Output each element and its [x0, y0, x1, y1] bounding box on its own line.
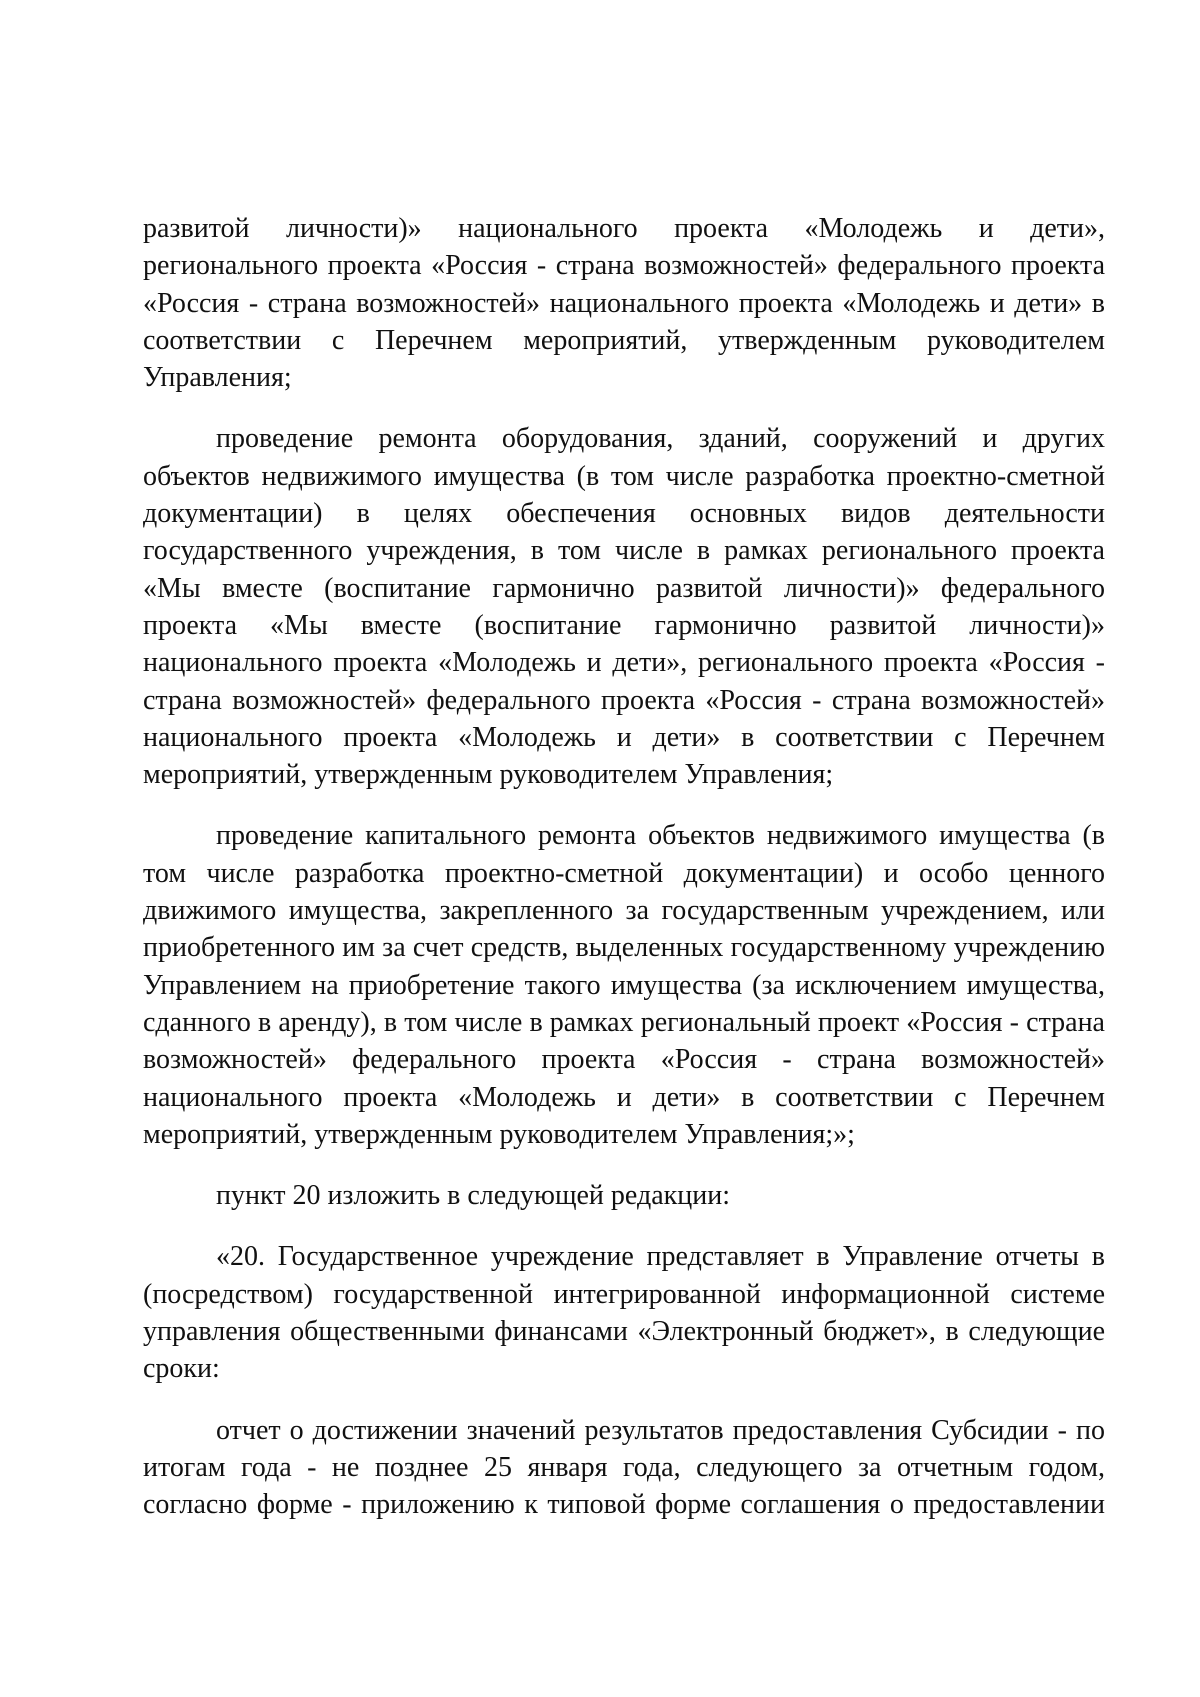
paragraph-capital-repair: проведение капитального ремонта объектов недвижимого имущества (в том числе разработка проектно-сметной документации) и особо ценного движимого имущества, закрепленного за государственным учреждением, или приобретенного им за счет средств, выделенных государственному учреждению Управлением на приобретение такого имущества (за исключением имущества, сданного в аренду), в том числе в рамках региональный проект «Россия - страна возможностей» федерального проекта «Россия - страна возможностей» национального проекта «Молодежь и дети» в соответствии с Перечнем мероприятий, утвержденным руководителем Управления;»;: [143, 820, 1105, 1150]
paragraph-report-deadline: отчет о достижении значений результатов предоставления Субсидии - по итогам года - не позднее 25 января года, следующего за отчетным годом, согласно форме - приложению к типовой форме соглашения о предоставлении: [143, 1414, 1105, 1521]
paragraph-point-20-text: «20. Государственное учреждение представляет в Управление отчеты в (посредством) государственной интегрированной информационной системе управления общественными финансами «Электронный бюджет», в следующие сроки:: [143, 1241, 1105, 1385]
paragraph-continuation: развитой личности)» национального проекта «Молодежь и дети», регионального проекта «Россия - страна возможностей» федерального проекта «Россия - страна возможностей» национального проекта «Молодежь и дети» в соответствии с Перечнем мероприятий, утвержденным руководителем Управления;: [143, 213, 1105, 394]
document-page: [143, 210, 1105, 1548]
paragraph-repair-equipment: проведение ремонта оборудования, зданий, сооружений и других объектов недвижимого имущества (в том числе разработка проектно-сметной документации) в целях обеспечения основных видов деятельности государственного учреждения, в том числе в рамках регионального проекта «Мы вместе (воспитание гармонично развитой личности)» федерального проекта «Мы вместе (воспитание гармонично развитой личности)» национального проекта «Молодежь и дети», регионального проекта «Россия - страна возможностей» федерального проекта «Россия - страна возможностей» национального проекта «Молодежь и дети» в соответствии с Перечнем мероприятий, утвержденным руководителем Управления;: [143, 423, 1105, 791]
paragraph-point-20-instruction: пункт 20 изложить в следующей редакции:: [216, 1180, 730, 1212]
